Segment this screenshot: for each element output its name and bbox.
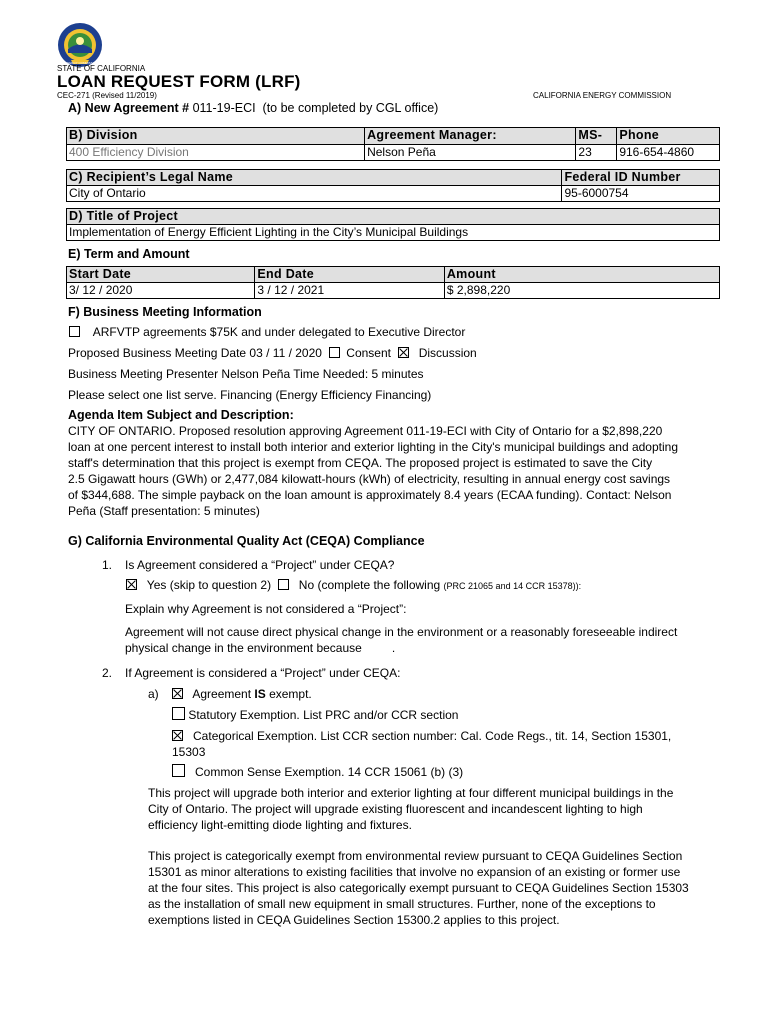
section-e-heading: E) Term and Amount (68, 247, 190, 261)
q1-number: 1. (102, 558, 113, 572)
explain-text (125, 624, 677, 656)
phone-value[interactable]: 916-654-4860 (619, 145, 695, 159)
presenter-line: Business Meeting Presenter Nelson Peña Time Needed: 5 minutes (68, 367, 424, 381)
start-date-header: Start Date (67, 267, 255, 282)
federal-id-value[interactable]: 95-6000754 (564, 186, 629, 200)
section-a (68, 100, 438, 116)
common-sense-checkbox[interactable] (172, 764, 185, 777)
proposed-meeting-line (68, 345, 477, 361)
arfvtp-line (69, 324, 465, 340)
section-c-value-row (66, 185, 720, 202)
is-exempt-checkbox[interactable] (172, 688, 183, 699)
paragraph-line: 15301 as minor alterations to existing facilities that involve no expansion of an existing or former use (148, 865, 681, 879)
division-header: B) Division (67, 128, 365, 144)
ms-value[interactable]: 23 (576, 145, 617, 160)
agency-name: CALIFORNIA ENERGY COMMISSION (533, 91, 672, 100)
recipient-header: C) Recipient’s Legal Name (67, 170, 562, 185)
section-d-header-row (66, 208, 720, 225)
consent-checkbox[interactable] (329, 347, 340, 358)
agreement-number: 011-19-ECI (192, 101, 256, 115)
start-date-value[interactable]: 3/ 12 / 2020 (67, 283, 255, 298)
is-exempt-pre: Agreement (192, 687, 252, 701)
state-label: STATE OF CALIFORNIA (57, 64, 146, 73)
categorical-label: Categorical Exemption. List CCR section number: Cal. Code Regs., tit. 14, Section 15301, (193, 729, 672, 743)
section-b-header-row (66, 127, 720, 145)
proposed-date: Proposed Business Meeting Date 03 / 11 / 2020 (68, 346, 322, 360)
section-d-value-row (66, 224, 720, 241)
q1-answers (126, 577, 581, 594)
section-a-label: A) New Agreement # (68, 101, 190, 115)
amount-header: Amount (446, 267, 496, 281)
explain-line[interactable]: physical change in the environment because . (125, 641, 396, 655)
is-exempt-is: IS (254, 687, 266, 701)
no-label: No (complete the following (298, 578, 441, 592)
a-label: a) (148, 687, 159, 701)
section-g-heading: G) California Environmental Quality Act (CEQA) Compliance (68, 534, 425, 548)
yes-checkbox[interactable] (126, 579, 137, 590)
paragraph-line: as the installation of small new equipment in small structures. Further, none of the exceptions to (148, 897, 656, 911)
agreement-manager-value[interactable]: Nelson Peña (365, 145, 576, 160)
recipient-value[interactable]: City of Ontario (67, 186, 562, 201)
form-number: CEC-271 (Revised 11/2019) (57, 91, 157, 100)
paragraph-line: at the four sites. This project is also categorically exempt pursuant to CEQA Guidelines Section 15303 (148, 881, 689, 895)
agenda-heading: Agenda Item Subject and Description: (68, 408, 294, 422)
categorical-checkbox[interactable] (172, 730, 183, 741)
agenda-line: Peña (Staff presentation: 5 minutes) (68, 504, 260, 518)
q2-number: 2. (102, 666, 113, 680)
paragraph-line: This project will upgrade both interior and exterior lighting at four different municipal buildings in the (148, 786, 674, 800)
statutory-line (172, 707, 458, 723)
paragraph-line: exemptions listed in CEQA Guidelines Section 15300.2 applies to this project. (148, 913, 560, 927)
no-reference: (PRC 21065 and 14 CCR 15378)): (443, 581, 582, 591)
ms-header: MS- (576, 128, 617, 144)
amount-value[interactable]: $ 2,898,220 (446, 283, 511, 297)
common-sense-line (172, 764, 463, 780)
end-date-value[interactable]: 3 / 12 / 2021 (255, 283, 444, 298)
common-sense-label: Common Sense Exemption. 14 CCR 15061 (b) (3) (195, 765, 464, 779)
agenda-line: staff's determination that this project is exempt from CEQA. The proposed project is estimated to save the City (68, 456, 653, 470)
is-exempt-post: exempt. (269, 687, 312, 701)
agreement-note: (to be completed by CGL office) (262, 101, 439, 115)
section-f-heading: F) Business Meeting Information (68, 305, 262, 319)
arfvtp-label: ARFVTP agreements $75K and under delegated to Executive Director (92, 325, 466, 339)
federal-id-header: Federal ID Number (564, 170, 681, 184)
title-of-project-value[interactable]: Implementation of Energy Efficient Lighting in the City’s Municipal Buildings (69, 225, 469, 239)
agreement-manager-header: Agreement Manager: (365, 128, 576, 144)
explain-line: Agreement will not cause direct physical change in the environment or a reasonably foreseeable indirect (125, 625, 678, 639)
paragraph-line: City of Ontario. The project will upgrade existing fluorescent and incandescent lighting to high (148, 802, 643, 816)
no-checkbox[interactable] (278, 579, 289, 590)
form-title: LOAN REQUEST FORM (LRF) (57, 72, 301, 91)
section-b-value-row (66, 144, 720, 161)
discussion-label: Discussion (418, 346, 477, 360)
title-of-project-header: D) Title of Project (69, 209, 178, 223)
discussion-checkbox[interactable] (398, 347, 409, 358)
division-value[interactable]: 400 Efficiency Division (67, 145, 365, 160)
consent-label: Consent (346, 346, 391, 360)
statutory-checkbox[interactable] (172, 707, 185, 720)
agenda-description (68, 423, 728, 519)
end-date-header: End Date (255, 267, 444, 282)
phone-header: Phone (619, 128, 660, 142)
explain-label: Explain why Agreement is not considered a “Project”: (125, 602, 407, 616)
arfvtp-checkbox[interactable] (69, 326, 80, 337)
statutory-label: Statutory Exemption. List PRC and/or CCR section (188, 708, 459, 722)
agenda-line: 2.5 Gigawatt hours (GWh) or 2,477,084 kilowatt-hours (kWh) of electricity, resulting in annual energy cost savings (68, 472, 671, 486)
california-energy-commission-seal (57, 22, 103, 68)
categorical-line (172, 728, 671, 760)
ceqa-paragraph-2 (148, 848, 689, 928)
q2-text: If Agreement is considered a “Project” under CEQA: (125, 666, 401, 680)
ceqa-paragraph-1 (148, 785, 673, 833)
paragraph-line: efficiency light-emitting diode lighting and fixtures. (148, 818, 412, 832)
agenda-line: of $344,688. The simple payback on the loan amount is approximately 8.4 years (ECAA funding). Contact: Nelson (68, 488, 672, 502)
section-e-value-row (66, 282, 720, 299)
section-e-header-row (66, 266, 720, 283)
list-serve-line: Please select one list serve. Financing (Energy Efficiency Financing) (68, 388, 432, 402)
section-c-header-row (66, 169, 720, 186)
q1-text: Is Agreement considered a “Project” under CEQA? (125, 558, 395, 572)
agenda-line: CITY OF ONTARIO. Proposed resolution approving Agreement 011-19-ECI with City of Ontario for a $2,898,220 (68, 424, 663, 438)
agreement-is-exempt-line (172, 686, 312, 702)
agenda-line: loan at one percent interest to install both interior and exterior lighting in the City's municipal buildings and adopting (68, 440, 678, 454)
categorical-label-cont: 15303 (172, 745, 206, 759)
paragraph-line: This project is categorically exempt from environmental review pursuant to CEQA Guidelines Section (148, 849, 683, 863)
seal-text: ENERGY COMMISSION (65, 61, 99, 65)
yes-label: Yes (skip to question 2) (146, 578, 272, 592)
